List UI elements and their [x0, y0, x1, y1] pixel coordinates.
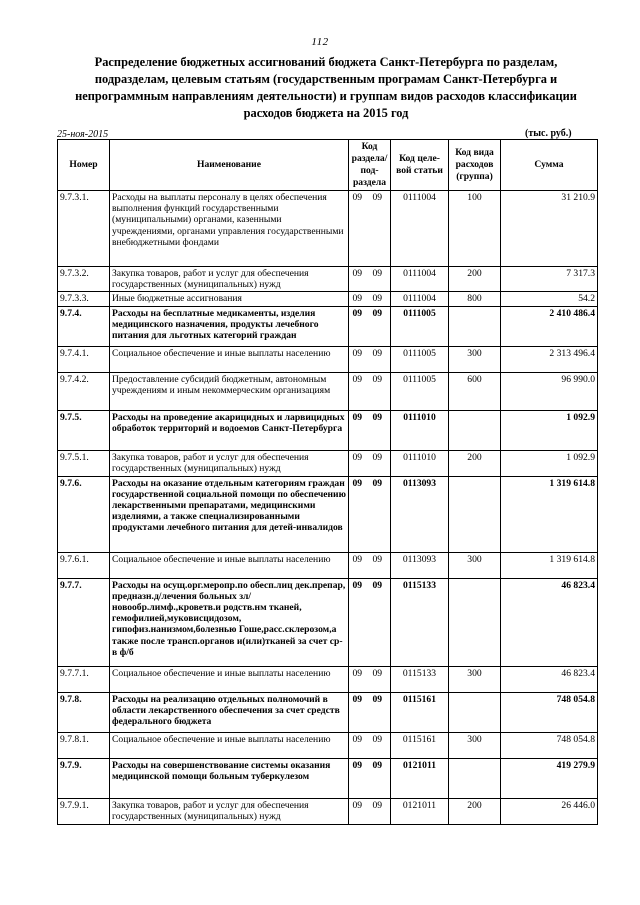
- row-target-code: 0115133: [391, 666, 449, 692]
- row-name: Расходы на совершенствование системы оказания медицинской помощи больным туберкулезом: [110, 758, 349, 798]
- row-number: 9.7.5.: [58, 410, 110, 450]
- table-row: [58, 191, 598, 267]
- row-group-code: 800: [449, 292, 501, 306]
- row-target-code: 0111010: [391, 410, 449, 450]
- row-target-code: 0111005: [391, 346, 449, 372]
- row-number: 9.7.4.2.: [58, 372, 110, 410]
- row-section-code: [349, 798, 391, 824]
- section-code: 09: [352, 733, 363, 745]
- row-number: 9.7.3.1.: [58, 191, 110, 267]
- row-sum: 46 823.4: [501, 578, 598, 666]
- row-sum: 26 446.0: [501, 798, 598, 824]
- row-number: 9.7.4.1.: [58, 346, 110, 372]
- table-row: [58, 476, 598, 552]
- subsection-code: 09: [372, 293, 383, 305]
- section-code: 09: [352, 307, 363, 319]
- table-row: [58, 306, 598, 346]
- table-row: [58, 410, 598, 450]
- table-row: [58, 450, 598, 476]
- row-group-code: [449, 692, 501, 732]
- row-group-code: 300: [449, 732, 501, 758]
- row-name: Расходы на осущ.орг.меропр.по обесп.лиц дек.препар, предназн.д/лечения больных зл/новообр.лимф.,кроветв.и родств.нм тканей, гемофилией,муковисцидозом, гипофиз.нанизмом,болезнью Гоше,расс.склерозом,а также после трансп.органов и(или)тканей за счет ср-в ф/б: [110, 578, 349, 666]
- subsection-code: 09: [372, 451, 383, 463]
- row-target-code: 0121011: [391, 798, 449, 824]
- page-number: 112: [311, 36, 329, 48]
- row-sum: 96 990.0: [501, 372, 598, 410]
- row-sum: 2 313 496.4: [501, 346, 598, 372]
- row-target-code: 0115161: [391, 732, 449, 758]
- table-row: [58, 732, 598, 758]
- row-group-code: [449, 758, 501, 798]
- row-section-code: [349, 732, 391, 758]
- subsection-code: 09: [372, 373, 383, 385]
- row-name: Социальное обеспечение и иные выплаты населению: [110, 732, 349, 758]
- subsection-code: 09: [372, 733, 383, 745]
- row-number: 9.7.8.1.: [58, 732, 110, 758]
- row-sum: 1 319 614.8: [501, 476, 598, 552]
- row-section-code: [349, 372, 391, 410]
- row-sum: 1 319 614.8: [501, 552, 598, 578]
- subsection-code: 09: [372, 579, 383, 591]
- row-sum: 46 823.4: [501, 666, 598, 692]
- row-section-code: [349, 692, 391, 732]
- table-row: [58, 578, 598, 666]
- row-name: Иные бюджетные ассигнования: [110, 292, 349, 306]
- row-name: Закупка товаров, работ и услуг для обеспечения государственных (муниципальных) нужд: [110, 798, 349, 824]
- subsection-code: 09: [372, 307, 383, 319]
- table-body: [58, 191, 598, 825]
- section-code: 09: [352, 411, 363, 423]
- section-code: 09: [352, 477, 363, 489]
- row-group-code: [449, 410, 501, 450]
- section-code: 09: [352, 451, 363, 463]
- row-name: Расходы на бесплатные медикаменты, изделия медицинского назначения, продукты лечебного питания для льготных категорий граждан: [110, 306, 349, 346]
- table-row: [58, 666, 598, 692]
- row-name: Расходы на проведение акарицидных и ларвицидных обработок территорий и водоемов Санкт-Петербурга: [110, 410, 349, 450]
- row-sum: 1 092.9: [501, 410, 598, 450]
- row-number: 9.7.9.1.: [58, 798, 110, 824]
- document-title: Распределение бюджетных ассигнований бюджета Санкт-Петербурга по разделам, подразделам, целевым статьям (государственным програмам Санкт-Петербурга и непрограммным направлениям деятельности) и группам видов расходов классификации расходов бюджета на 2015 год: [75, 55, 577, 120]
- row-group-code: 300: [449, 346, 501, 372]
- header-group-code: Код вида расходов (группа): [449, 140, 501, 191]
- table-row: [58, 292, 598, 306]
- table-row: [58, 372, 598, 410]
- row-section-code: [349, 758, 391, 798]
- row-section-code: [349, 306, 391, 346]
- document-date: 25-ноя-2015: [57, 129, 109, 140]
- row-section-code: [349, 578, 391, 666]
- table-header-row: [58, 140, 598, 191]
- row-group-code: [449, 306, 501, 346]
- row-sum: 2 410 486.4: [501, 306, 598, 346]
- row-target-code: 0113093: [391, 552, 449, 578]
- row-section-code: [349, 450, 391, 476]
- header-section-code: Код раздела/ под- раздела: [349, 140, 391, 191]
- row-group-code: 300: [449, 666, 501, 692]
- row-group-code: 200: [449, 798, 501, 824]
- row-group-code: [449, 476, 501, 552]
- row-name: Социальное обеспечение и иные выплаты населению: [110, 666, 349, 692]
- header-number: Номер: [58, 140, 110, 191]
- subsection-code: 09: [372, 347, 383, 359]
- subsection-code: 09: [372, 411, 383, 423]
- budget-table: [57, 139, 598, 825]
- row-section-code: [349, 476, 391, 552]
- row-target-code: 0121011: [391, 758, 449, 798]
- row-section-code: [349, 552, 391, 578]
- table-row: [58, 758, 598, 798]
- header-sum: Сумма: [501, 140, 598, 191]
- row-number: 9.7.3.3.: [58, 292, 110, 306]
- subsection-code: 09: [372, 667, 383, 679]
- row-name: Расходы на реализацию отдельных полномочий в области лекарственного обеспечения за счет средств федерального бюджета: [110, 692, 349, 732]
- row-target-code: 0113093: [391, 476, 449, 552]
- table-row: [58, 267, 598, 292]
- row-number: 9.7.7.1.: [58, 666, 110, 692]
- section-code: 09: [352, 759, 363, 771]
- section-code: 09: [352, 579, 363, 591]
- row-sum: 748 054.8: [501, 692, 598, 732]
- subsection-code: 09: [372, 759, 383, 771]
- section-code: 09: [352, 192, 363, 203]
- row-target-code: 0111004: [391, 292, 449, 306]
- row-target-code: 0111010: [391, 450, 449, 476]
- row-number: 9.7.5.1.: [58, 450, 110, 476]
- row-target-code: 0115133: [391, 578, 449, 666]
- row-number: 9.7.9.: [58, 758, 110, 798]
- row-name: Предоставление субсидий бюджетным, автономным учреждениям и иным некоммерческим организациям: [110, 372, 349, 410]
- section-code: 09: [352, 667, 363, 679]
- row-name: Социальное обеспечение и иные выплаты населению: [110, 552, 349, 578]
- subsection-code: 09: [372, 693, 383, 705]
- units-label: (тыс. руб.): [525, 128, 572, 139]
- row-sum: 54.2: [501, 292, 598, 306]
- section-code: 09: [352, 268, 363, 279]
- row-target-code: 0111005: [391, 306, 449, 346]
- subsection-code: 09: [372, 799, 383, 811]
- row-group-code: 200: [449, 267, 501, 292]
- header-target-code: Код целе- вой статьи: [391, 140, 449, 191]
- subsection-code: 09: [372, 268, 383, 279]
- subsection-code: 09: [372, 477, 383, 489]
- row-target-code: 0111004: [391, 267, 449, 292]
- row-name: Расходы на оказание отдельным категориям граждан государственной социальной помощи по обеспечению лекарственными препаратами, медицинскими изделиями, а также специализированными продуктами лечебного питания для детей-инвалидов: [110, 476, 349, 552]
- row-target-code: 0115161: [391, 692, 449, 732]
- subsection-code: 09: [372, 553, 383, 565]
- row-name: Социальное обеспечение и иные выплаты населению: [110, 346, 349, 372]
- row-sum: 1 092.9: [501, 450, 598, 476]
- section-code: 09: [352, 347, 363, 359]
- row-section-code: [349, 267, 391, 292]
- row-name: Расходы на выплаты персоналу в целях обеспечения выполнения функций государственными (муниципальными) органами, казенными учреждениями, органами управления государственными внебюджетными фондами: [110, 191, 349, 267]
- table-row: [58, 552, 598, 578]
- subsection-code: 09: [372, 192, 383, 203]
- row-number: 9.7.7.: [58, 578, 110, 666]
- row-sum: 748 054.8: [501, 732, 598, 758]
- row-number: 9.7.6.: [58, 476, 110, 552]
- row-number: 9.7.4.: [58, 306, 110, 346]
- row-section-code: [349, 666, 391, 692]
- row-group-code: [449, 578, 501, 666]
- row-number: 9.7.8.: [58, 692, 110, 732]
- row-target-code: 0111004: [391, 191, 449, 267]
- row-target-code: 0111005: [391, 372, 449, 410]
- section-code: 09: [352, 799, 363, 811]
- row-group-code: 300: [449, 552, 501, 578]
- row-section-code: [349, 410, 391, 450]
- row-number: 9.7.6.1.: [58, 552, 110, 578]
- row-section-code: [349, 292, 391, 306]
- row-sum: 419 279.9: [501, 758, 598, 798]
- section-code: 09: [352, 293, 363, 305]
- table-row: [58, 798, 598, 824]
- row-name: Закупка товаров, работ и услуг для обеспечения государственных (муниципальных) нужд: [110, 267, 349, 292]
- row-sum: 31 210.9: [501, 191, 598, 267]
- row-section-code: [349, 346, 391, 372]
- section-code: 09: [352, 553, 363, 565]
- header-name: Наименование: [110, 140, 349, 191]
- row-section-code: [349, 191, 391, 267]
- row-sum: 7 317.3: [501, 267, 598, 292]
- row-group-code: 100: [449, 191, 501, 267]
- table-row: [58, 692, 598, 732]
- section-code: 09: [352, 373, 363, 385]
- row-name: Закупка товаров, работ и услуг для обеспечения государственных (муниципальных) нужд: [110, 450, 349, 476]
- row-number: 9.7.3.2.: [58, 267, 110, 292]
- row-group-code: 200: [449, 450, 501, 476]
- section-code: 09: [352, 693, 363, 705]
- table-row: [58, 346, 598, 372]
- row-group-code: 600: [449, 372, 501, 410]
